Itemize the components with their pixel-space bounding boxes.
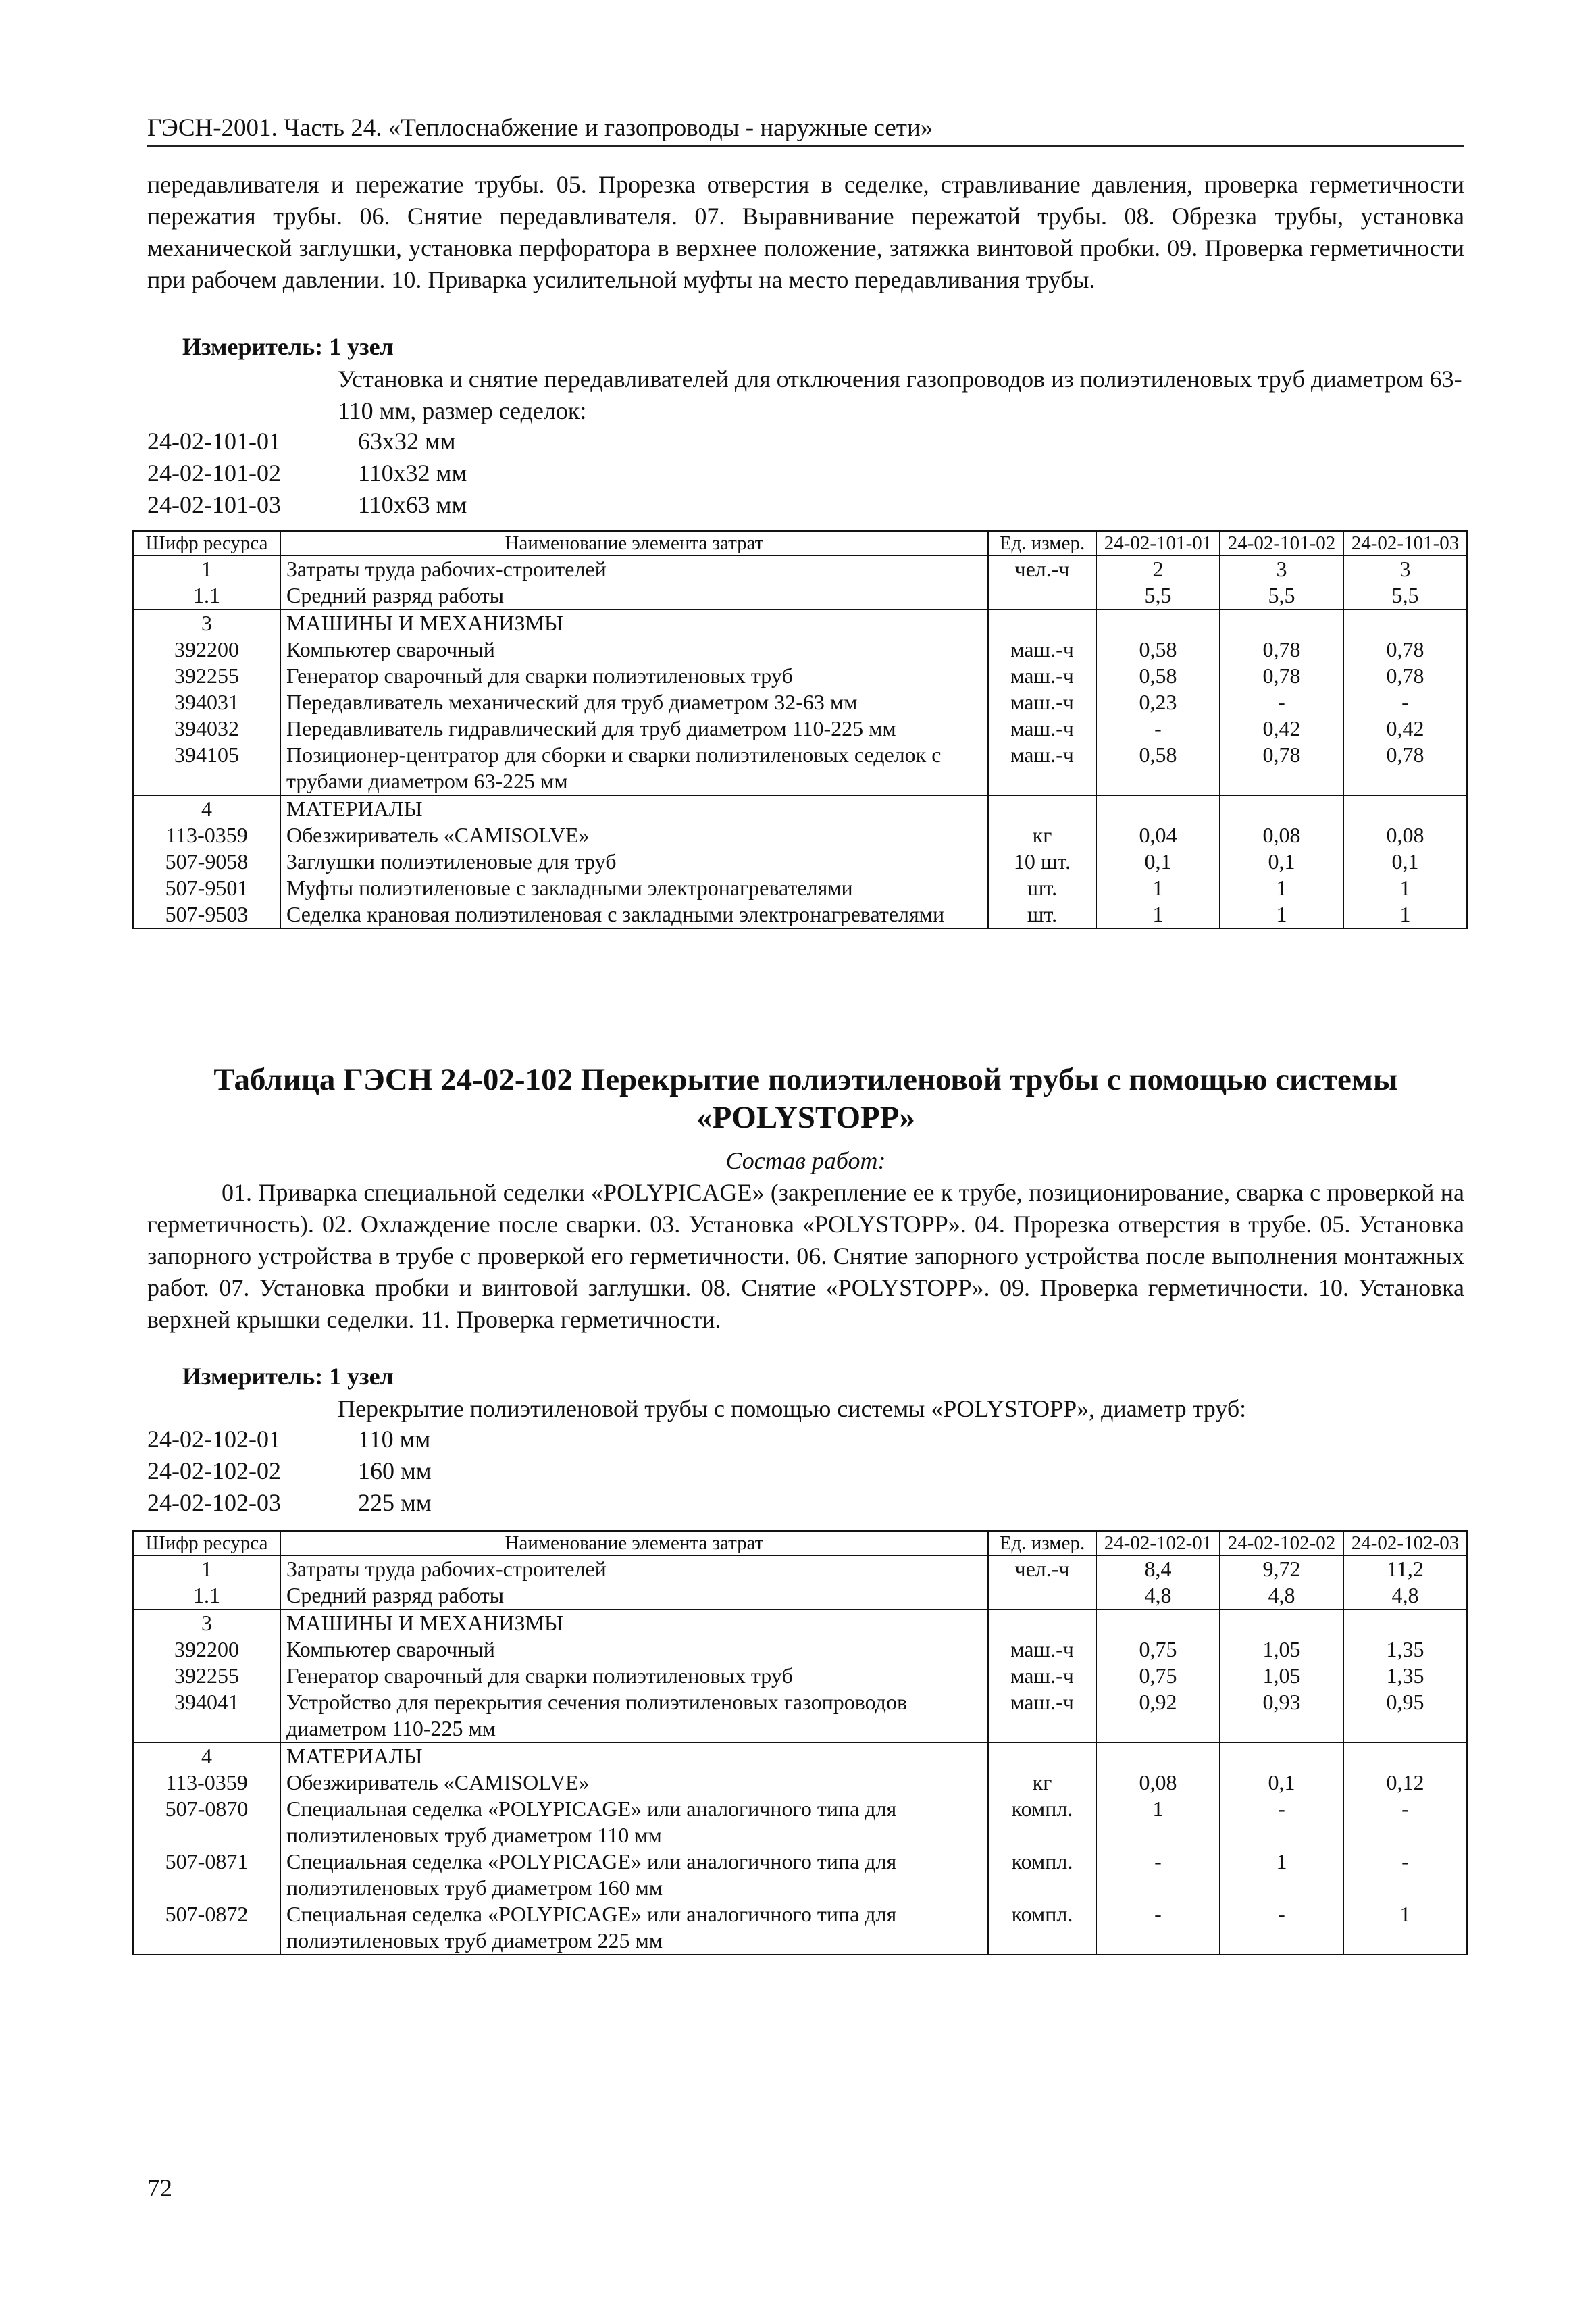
unit-cell: кг — [988, 1769, 1096, 1796]
resource-name: Компьютер сварочный — [280, 1636, 988, 1663]
norm-value: 0,1 — [1220, 1769, 1343, 1796]
unit-cell — [988, 795, 1096, 822]
unit-cell: маш.-ч — [988, 689, 1096, 715]
norm-value: 0,1 — [1096, 849, 1220, 875]
unit-cell: чел.-ч — [988, 555, 1096, 582]
resource-code: 507-0871 — [133, 1848, 280, 1901]
norm-value: 1 — [1220, 901, 1343, 928]
norm-value: - — [1220, 689, 1343, 715]
norm-value: 0,58 — [1096, 663, 1220, 689]
resource-code: 394041 — [133, 1689, 280, 1742]
norm-value: - — [1343, 1848, 1467, 1901]
norm-value: 0,08 — [1096, 1769, 1220, 1796]
norm-value: 0,04 — [1096, 822, 1220, 849]
unit-cell: 10 шт. — [988, 849, 1096, 875]
table-row — [133, 1689, 1467, 1742]
norm-value: 9,72 — [1220, 1555, 1343, 1582]
resource-name: Обезжириватель «CAMISOLVE» — [280, 1769, 988, 1796]
resource-name: Передавливатель гидравлический для труб диаметром 110-225 мм — [280, 715, 988, 742]
norm-value: 3 — [1343, 555, 1467, 582]
resource-code: 1 — [133, 555, 280, 582]
norm-value: 0,42 — [1343, 715, 1467, 742]
table-row — [133, 875, 1467, 901]
norm-value: 2 — [1096, 555, 1220, 582]
norm-code: 24-02-102-02 — [147, 1457, 281, 1484]
col-header-name: Наименование элемента затрат — [280, 1531, 988, 1555]
table1-code-list — [147, 426, 467, 521]
resource-code: 392200 — [133, 636, 280, 663]
norm-value — [1096, 1609, 1220, 1636]
norm-value: - — [1343, 689, 1467, 715]
unit-cell: маш.-ч — [988, 742, 1096, 795]
table2-code-list — [147, 1424, 432, 1519]
norm-value — [1096, 1742, 1220, 1769]
resource-name: Генератор сварочный для сварки полиэтиленовых труб — [280, 663, 988, 689]
norm-value: 1,05 — [1220, 1663, 1343, 1689]
norm-value: 0,23 — [1096, 689, 1220, 715]
norm-value: - — [1343, 1796, 1467, 1848]
unit-cell: чел.-ч — [988, 1555, 1096, 1582]
resource-name: Специальная седелка «POLYPICAGE» или аналогичного типа для полиэтиленовых труб диаметром 160 мм — [280, 1848, 988, 1901]
code-list-item — [147, 1487, 432, 1519]
resource-code: 394105 — [133, 742, 280, 795]
norm-value: 0,78 — [1220, 636, 1343, 663]
norm-value: 0,1 — [1220, 849, 1343, 875]
table-header-row — [133, 1531, 1467, 1555]
col-header-name: Наименование элемента затрат — [280, 531, 988, 555]
section-heading: МАТЕРИАЛЫ — [280, 1742, 988, 1769]
table-row — [133, 555, 1467, 582]
resource-table-1 — [132, 530, 1468, 929]
resource-name: Средний разряд работы — [280, 582, 988, 609]
resource-name: Средний разряд работы — [280, 1582, 988, 1609]
norm-parameter: 225 мм — [358, 1489, 432, 1516]
resource-code: 4 — [133, 1742, 280, 1769]
norm-value: 1 — [1096, 875, 1220, 901]
norm-value: 0,58 — [1096, 636, 1220, 663]
table2-title-line2: «POLYSTOPP» — [696, 1100, 915, 1135]
table-row — [133, 849, 1467, 875]
running-header: ГЭСН-2001. Часть 24. «Теплоснабжение и газопроводы - наружные сети» — [147, 114, 1464, 147]
section-heading: МАШИНЫ И МЕХАНИЗМЫ — [280, 609, 988, 636]
table-row — [133, 1848, 1467, 1901]
norm-value: - — [1220, 1796, 1343, 1848]
col-header-unit: Ед. измер. — [988, 1531, 1096, 1555]
resource-code: 1 — [133, 1555, 280, 1582]
intro-paragraph: передавливателя и пережатие трубы. 05. Прорезка отверстия в седелке, стравливание давления, проверка герметичности пережатия трубы. 06. Снятие передавливателя. 07. Выравнивание пережатой трубы. 08. Обрезка трубы, установка механической заглушки, установка перфоратора в верхнее положение, затяжка винтовой пробки. 09. Проверка герметичности при рабочем давлении. 10. Приварка усилительной муфты на место передавливания трубы. — [147, 171, 1464, 293]
norm-value: 1 — [1220, 875, 1343, 901]
norm-value: 0,75 — [1096, 1663, 1220, 1689]
norm-value — [1343, 1742, 1467, 1769]
resource-code: 3 — [133, 1609, 280, 1636]
resource-code: 394032 — [133, 715, 280, 742]
norm-value — [1220, 609, 1343, 636]
resource-name: Обезжириватель «CAMISOLVE» — [280, 822, 988, 849]
code-list-item — [147, 1424, 432, 1455]
resource-code: 113-0359 — [133, 822, 280, 849]
col-header-norm: 24-02-101-01 — [1096, 531, 1220, 555]
table-section-row — [133, 1742, 1467, 1769]
norm-code: 24-02-101-02 — [147, 459, 281, 486]
norm-value — [1343, 609, 1467, 636]
norm-value: 1 — [1096, 1796, 1220, 1848]
table-row — [133, 582, 1467, 609]
col-header-norm: 24-02-102-01 — [1096, 1531, 1220, 1555]
norm-value: 0,08 — [1220, 822, 1343, 849]
resource-code: 3 — [133, 609, 280, 636]
unit-cell: компл. — [988, 1901, 1096, 1955]
unit-cell: компл. — [988, 1796, 1096, 1848]
table-row — [133, 1796, 1467, 1848]
meter-label-1: Измеритель: 1 узел — [182, 333, 394, 360]
norm-value: - — [1220, 1901, 1343, 1955]
norm-value: 0,42 — [1220, 715, 1343, 742]
norm-value: - — [1096, 715, 1220, 742]
unit-cell: маш.-ч — [988, 663, 1096, 689]
norm-value — [1220, 1742, 1343, 1769]
norm-value: 1 — [1096, 901, 1220, 928]
table-row — [133, 663, 1467, 689]
table2-title — [147, 1061, 1464, 1136]
code-list-item — [147, 457, 467, 489]
table-row — [133, 689, 1467, 715]
norm-value: 0,78 — [1220, 742, 1343, 795]
norm-value: 0,1 — [1343, 849, 1467, 875]
norm-value: 11,2 — [1343, 1555, 1467, 1582]
unit-cell: маш.-ч — [988, 1636, 1096, 1663]
norm-parameter: 110 мм — [358, 1426, 431, 1453]
table-row — [133, 715, 1467, 742]
work-composition-text: 01. Приварка специальной седелки «POLYPICAGE» (закрепление ее к трубе, позиционирование, сварка с проверкой на герметичность). 02. Охлаждение после сварки. 03. Установка «POLYSTOPP». 04. Прорезка отверстия в трубе. 05. Установка запорного устройства в трубе с проверкой его герметичности. 06. Снятие запорного устройства после выполнения монтажных работ. 07. Установка пробки и винтовой заглушки. 08. Снятие «POLYSTOPP». 09. Проверка герметичности. 10. Установка верхней крышки седелки. 11. Проверка герметичности. — [147, 1179, 1464, 1333]
norm-value: 0,75 — [1096, 1636, 1220, 1663]
table2-title-line1: Таблица ГЭСН 24-02-102 Перекрытие полиэтиленовой трубы с помощью системы — [213, 1062, 1398, 1097]
norm-value: 5,5 — [1220, 582, 1343, 609]
table-row — [133, 901, 1467, 928]
norm-code: 24-02-102-03 — [147, 1489, 281, 1516]
table-row — [133, 1636, 1467, 1663]
col-header-unit: Ед. измер. — [988, 531, 1096, 555]
norm-value — [1096, 609, 1220, 636]
resource-name: Муфты полиэтиленовые с закладными электронагревателями — [280, 875, 988, 901]
table-row — [133, 742, 1467, 795]
code-list-item — [147, 426, 467, 457]
unit-cell: маш.-ч — [988, 715, 1096, 742]
unit-cell: маш.-ч — [988, 636, 1096, 663]
table-header-row — [133, 531, 1467, 555]
norm-value — [1220, 1609, 1343, 1636]
norm-value — [1343, 795, 1467, 822]
resource-code: 392255 — [133, 663, 280, 689]
unit-cell — [988, 582, 1096, 609]
unit-cell — [988, 1582, 1096, 1609]
resource-name: Устройство для перекрытия сечения полиэтиленовых газопроводов диаметром 110-225 мм — [280, 1689, 988, 1742]
norm-value: 4,8 — [1096, 1582, 1220, 1609]
norm-value: 0,92 — [1096, 1689, 1220, 1742]
norm-value: 8,4 — [1096, 1555, 1220, 1582]
resource-name: Затраты труда рабочих-строителей — [280, 1555, 988, 1582]
norm-value: 1,35 — [1343, 1663, 1467, 1689]
unit-cell: маш.-ч — [988, 1663, 1096, 1689]
resource-name: Седелка крановая полиэтиленовая с закладными электронагревателями — [280, 901, 988, 928]
table-row — [133, 1901, 1467, 1955]
resource-code: 1.1 — [133, 582, 280, 609]
norm-parameter: 110x63 мм — [358, 491, 467, 518]
table-section-row — [133, 1609, 1467, 1636]
norm-value: 1 — [1220, 1848, 1343, 1901]
resource-code: 1.1 — [133, 1582, 280, 1609]
norm-value: 1,05 — [1220, 1636, 1343, 1663]
norm-code: 24-02-102-01 — [147, 1426, 281, 1453]
table-row — [133, 1582, 1467, 1609]
norm-value — [1220, 795, 1343, 822]
resource-code: 394031 — [133, 689, 280, 715]
resource-code: 507-9503 — [133, 901, 280, 928]
unit-cell — [988, 1742, 1096, 1769]
resource-name: Затраты труда рабочих-строителей — [280, 555, 988, 582]
section-heading: МАШИНЫ И МЕХАНИЗМЫ — [280, 1609, 988, 1636]
page-number: 72 — [147, 2175, 172, 2203]
norm-value: 0,78 — [1343, 663, 1467, 689]
meter-label-2: Измеритель: 1 узел — [182, 1363, 394, 1390]
unit-cell: шт. — [988, 875, 1096, 901]
unit-cell: кг — [988, 822, 1096, 849]
norm-value: 0,08 — [1343, 822, 1467, 849]
norm-value: 0,58 — [1096, 742, 1220, 795]
norm-value: 0,78 — [1343, 636, 1467, 663]
table-row — [133, 822, 1467, 849]
resource-code: 113-0359 — [133, 1769, 280, 1796]
unit-cell: маш.-ч — [988, 1689, 1096, 1742]
norm-value: 4,8 — [1343, 1582, 1467, 1609]
norm-parameter: 110x32 мм — [358, 459, 467, 486]
code-list-item — [147, 489, 467, 521]
norm-value: 1,35 — [1343, 1636, 1467, 1663]
norm-value: 5,5 — [1096, 582, 1220, 609]
resource-code: 4 — [133, 795, 280, 822]
work-composition-heading: Состав работ: — [725, 1147, 886, 1174]
norm-value: - — [1096, 1848, 1220, 1901]
unit-cell — [988, 609, 1096, 636]
norm-value: 4,8 — [1220, 1582, 1343, 1609]
norm-value — [1343, 1609, 1467, 1636]
resource-code: 507-0870 — [133, 1796, 280, 1848]
norm-value: 1 — [1343, 875, 1467, 901]
table-row — [133, 1555, 1467, 1582]
table-row — [133, 1769, 1467, 1796]
unit-cell: шт. — [988, 901, 1096, 928]
unit-cell: компл. — [988, 1848, 1096, 1901]
resource-name: Специальная седелка «POLYPICAGE» или аналогичного типа для полиэтиленовых труб диаметром 110 мм — [280, 1796, 988, 1848]
resource-name: Передавливатель механический для труб диаметром 32-63 мм — [280, 689, 988, 715]
resource-table-2 — [132, 1530, 1468, 1955]
resource-name: Позиционер-центратор для сборки и сварки полиэтиленовых седелок с трубами диаметром 63-225 мм — [280, 742, 988, 795]
unit-cell — [988, 1609, 1096, 1636]
table-row — [133, 636, 1467, 663]
norm-value: 0,78 — [1220, 663, 1343, 689]
section-heading: МАТЕРИАЛЫ — [280, 795, 988, 822]
table2-lead-text: Перекрытие полиэтиленовой трубы с помощью системы «POLYSTOPP», диаметр труб: — [338, 1395, 1247, 1422]
norm-value: 0,93 — [1220, 1689, 1343, 1742]
resource-name: Компьютер сварочный — [280, 636, 988, 663]
table-row — [133, 1663, 1467, 1689]
table-section-row — [133, 609, 1467, 636]
resource-code: 392200 — [133, 1636, 280, 1663]
norm-value: 1 — [1343, 1901, 1467, 1955]
col-header-norm: 24-02-102-02 — [1220, 1531, 1343, 1555]
col-header-norm: 24-02-101-03 — [1343, 531, 1467, 555]
resource-code: 507-9501 — [133, 875, 280, 901]
norm-value: 5,5 — [1343, 582, 1467, 609]
norm-value: 0,78 — [1343, 742, 1467, 795]
resource-code: 507-0872 — [133, 1901, 280, 1955]
code-list-item — [147, 1455, 432, 1487]
col-header-norm: 24-02-102-03 — [1343, 1531, 1467, 1555]
resource-code: 507-9058 — [133, 849, 280, 875]
norm-value: 0,12 — [1343, 1769, 1467, 1796]
resource-name: Заглушки полиэтиленовые для труб — [280, 849, 988, 875]
norm-value: 3 — [1220, 555, 1343, 582]
resource-name: Генератор сварочный для сварки полиэтиленовых труб — [280, 1663, 988, 1689]
norm-parameter: 160 мм — [358, 1457, 432, 1484]
col-header-code: Шифр ресурса — [133, 1531, 280, 1555]
resource-name: Специальная седелка «POLYPICAGE» или аналогичного типа для полиэтиленовых труб диаметром 225 мм — [280, 1901, 988, 1955]
norm-parameter: 63x32 мм — [358, 428, 456, 455]
norm-value — [1096, 795, 1220, 822]
col-header-code: Шифр ресурса — [133, 531, 280, 555]
norm-value: 1 — [1343, 901, 1467, 928]
table1-lead-text: Установка и снятие передавливателей для отключения газопроводов из полиэтиленовых труб диаметром 63-110 мм, размер седелок: — [338, 366, 1462, 424]
norm-value: - — [1096, 1901, 1220, 1955]
table-section-row — [133, 795, 1467, 822]
norm-value: 0,95 — [1343, 1689, 1467, 1742]
resource-code: 392255 — [133, 1663, 280, 1689]
norm-code: 24-02-101-01 — [147, 428, 281, 455]
norm-code: 24-02-101-03 — [147, 491, 281, 518]
col-header-norm: 24-02-101-02 — [1220, 531, 1343, 555]
